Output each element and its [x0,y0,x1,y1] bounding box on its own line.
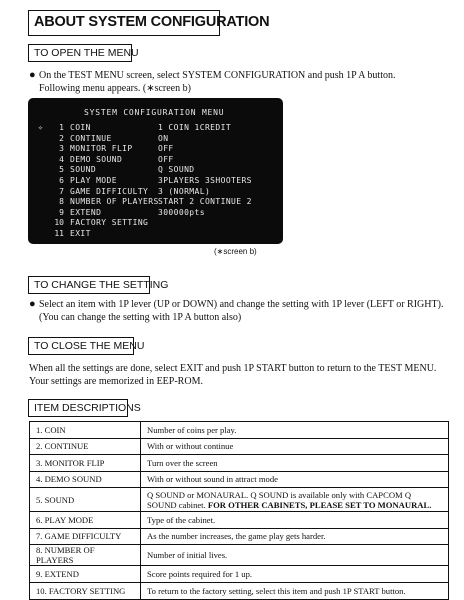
bullet-icon: ● [29,69,36,81]
open-menu-heading-box [28,44,139,62]
item-name-cell: 2. CONTINUE [30,438,141,455]
screen-menu-label: COIN [70,123,91,132]
cursor-icon: ✧ [38,123,43,132]
screen-menu-value: START 2 CONTINUE 2 [158,197,252,207]
item-name-cell: 10. FACTORY SETTING [30,582,141,599]
table-row [30,528,449,545]
close-menu-heading-box [28,337,145,355]
item-description-text: With or without continue [147,441,234,452]
item-name-cell: 4. DEMO SOUND [30,471,141,488]
screen-menu-num: 8 [59,197,64,207]
screen-menu-value: 300000pts [158,207,205,217]
screen-menu-row [28,165,283,176]
page-title-box [28,10,270,36]
item-description-text: Type of the cabinet. [147,514,216,525]
screen-menu-num: 4 [59,154,64,164]
screen-menu-num: 6 [59,176,64,185]
screen-menu-value: Q SOUND [158,165,195,175]
screen-menu-row [28,134,283,145]
screen-caption: (∗screen b) [214,247,257,256]
item-name-cell: 6. PLAY MODE [30,512,141,529]
item-description-text: Score points required for 1 up. [147,568,253,579]
screen-menu-num: 1 [59,123,64,132]
screen-menu-num: 5 [59,165,64,175]
change-setting-line-1: Select an item with 1P lever (UP or DOWN) and change the setting with 1P lever (LEFT or RIGHT). [39,299,444,310]
close-menu-line-2: Your settings are memorized in EEP-ROM. [29,375,203,387]
item-descriptions-table [29,421,449,600]
screen-menu-row [28,144,283,155]
screen-menu-num: 11 [54,229,64,238]
item-description-bold-text: FOR OTHER CABINETS, PLEASE SET TO MONAURAL. [207,499,432,510]
open-menu-line-2: Following menu appears. (∗screen b) [39,82,191,94]
screen-menu-num: 7 [59,186,64,196]
item-name-cell: 8. NUMBER OF PLAYERS [30,545,141,566]
table-row [30,471,449,488]
item-description-text: As the number increases, the game play gets harder. [147,531,326,542]
item-description-cell [141,528,449,545]
screen-menu-label: NUMBER OF PLAYERS [70,197,159,207]
screen-menu-row [28,229,283,240]
bullet-icon: ● [29,298,36,310]
screen-menu-label: DEMO SOUND [70,154,123,164]
item-name-cell: 5. SOUND [30,488,141,512]
table-row [30,545,449,566]
item-description-text: Q SOUND or MONAURAL. Q SOUND is available only with CAPCOM Q SOUND cabinet. [147,489,412,510]
item-descriptions-heading: ITEM DESCRIPTIONS [34,402,141,414]
item-description-cell [141,488,449,512]
table-row [30,438,449,455]
open-menu-heading: TO OPEN THE MENU [34,47,139,59]
screen-title: SYSTEM CONFIGURATION MENU [84,108,225,117]
screen-menu-value: 3 (NORMAL) [158,186,211,196]
screen-menu-label: MONITOR FLIP [70,144,133,154]
item-name-cell: 9. EXTEND [30,566,141,583]
item-description-text: To return to the factory setting, select this item and push 1P START button. [147,585,406,596]
open-menu-text [39,70,459,95]
page-title: ABOUT SYSTEM CONFIGURATION [34,14,270,30]
screen-menu-row [28,176,283,187]
table-row [30,566,449,583]
screen-menu-label: PLAY MODE [70,176,117,185]
screen-menu-row [28,187,283,198]
screen-menu-value: ON [158,133,169,143]
screen-menu-num: 9 [59,207,64,217]
table-row [30,512,449,529]
screen-menu-label: GAME DIFFICULTY [70,186,149,196]
table-row [30,422,449,439]
change-setting-text [39,299,464,324]
screen-menu-num: 3 [59,144,64,154]
item-description-cell [141,471,449,488]
screen-menu-row [28,197,283,208]
screen-menu-label: EXIT [70,229,91,238]
item-description-cell [141,582,449,599]
change-setting-heading-box [28,276,169,294]
table-row [30,455,449,472]
item-description-text: With or without sound in attract mode [147,474,278,485]
item-description-cell [141,512,449,529]
screen-menu-label: FACTORY SETTING [70,218,149,228]
screen-menu-row [28,218,283,229]
close-menu-text [29,363,459,388]
table-row [30,582,449,599]
item-description-cell [141,455,449,472]
screen-menu-label: CONTINUE [70,133,112,143]
open-menu-line-1: On the TEST MENU screen, select SYSTEM CONFIGURATION and push 1P A button. [39,70,396,81]
item-name-cell: 7. GAME DIFFICULTY [30,528,141,545]
item-name-cell: 3. MONITOR FLIP [30,455,141,472]
screen-menu-row [28,155,283,166]
screen-menu-label: SOUND [70,165,97,175]
screen-menu-value: OFF [158,154,174,164]
item-description-text: Turn over the screen [147,457,218,468]
system-configuration-screen [28,98,283,244]
screen-menu-value: OFF [158,144,174,154]
close-menu-heading: TO CLOSE THE MENU [34,340,145,352]
item-name-cell: 1. COIN [30,422,141,439]
close-menu-line-1: When all the settings are done, select EXIT and push 1P START button to return to the TEST MENU. [29,363,437,374]
item-description-cell [141,422,449,439]
item-description-text: Number of coins per play. [147,424,237,435]
screen-menu-value: 3PLAYERS 3SHOOTERS [158,176,252,185]
item-description-text: Number of initial lives. [147,550,228,560]
screen-menu-num: 10 [54,218,64,228]
screen-menu-num: 2 [59,133,64,143]
table-row [30,488,449,512]
item-description-cell [141,566,449,583]
screen-menu-value: 1 COIN 1CREDIT [158,123,232,132]
change-setting-line-2: (You can change the setting with 1P A button also) [39,311,242,323]
screen-menu-row [28,208,283,219]
item-description-cell [141,545,449,566]
change-setting-heading: TO CHANGE THE SETTING [34,279,169,291]
item-description-cell [141,438,449,455]
item-descriptions-heading-box [28,399,141,417]
screen-menu-row [28,123,283,134]
screen-menu-label: EXTEND [70,207,102,217]
